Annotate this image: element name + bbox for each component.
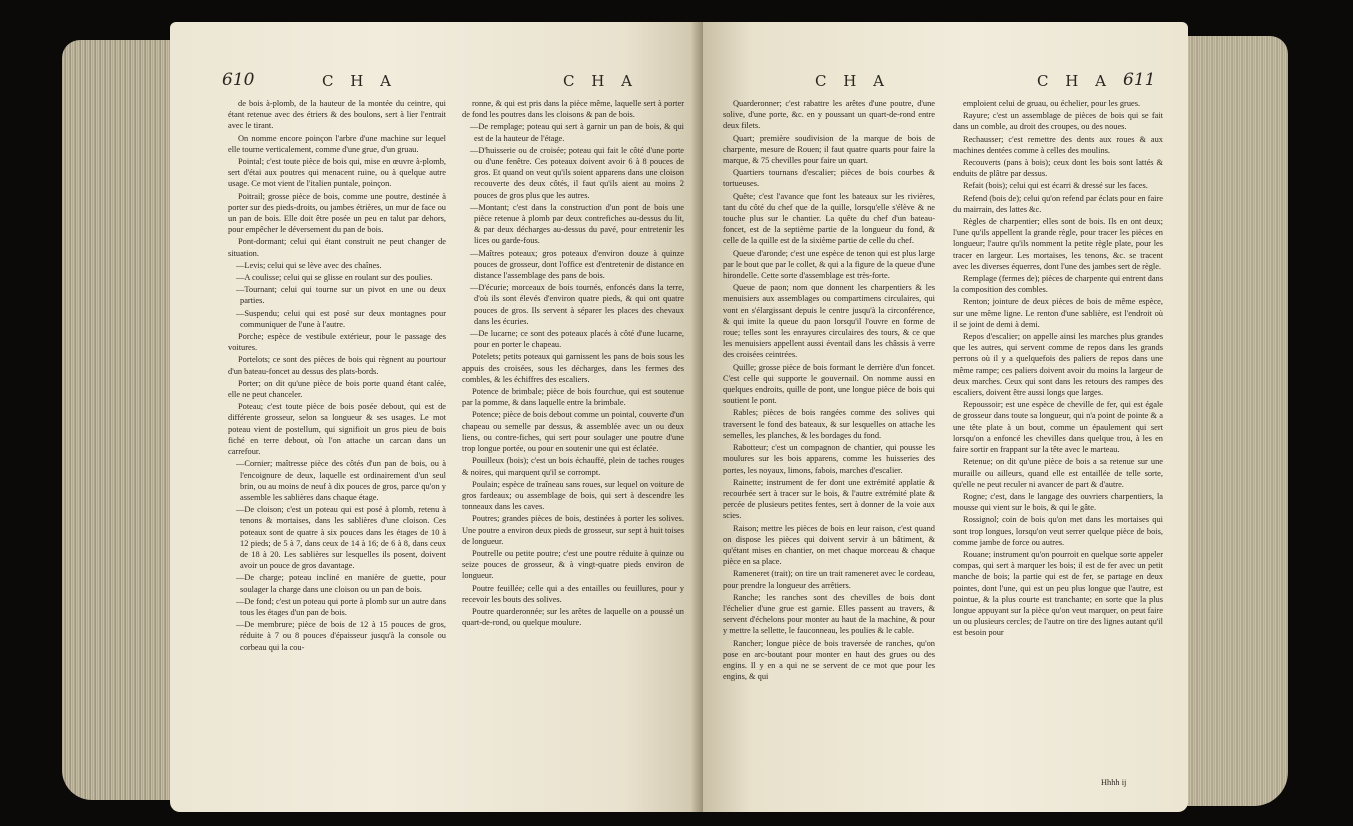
dictionary-entry: Renton; jointure de deux pièces de bois de même espèce, sur une même ligne. Le renton d'une sablière, est l'endroit où il se joint de demi à demi.: [953, 297, 1163, 329]
dictionary-entry: Refend (bois de); celui qu'on refend par éclats pour en faire du mairrain, des lattes &c.: [953, 193, 1163, 214]
page-number-left: 610: [222, 70, 255, 90]
dictionary-entry: —De fond; c'est un poteau qui porte à plomb sur un autre dans tous les étages d'un pan de bois.: [236, 596, 446, 617]
dictionary-entry: Rossignol; coin de bois qu'on met dans les mortaises qui sont trop longues, lorsqu'on veut serrer quelque pièce de bois, comme jambe de force ou autres.: [953, 515, 1163, 547]
dictionary-entry: Règles de charpentier; elles sont de bois. Ils en ont deux; l'une qu'ils appellent la grande règle, pour tracer les pièces en longueur; l'autre qu'ils nomment la petite règle plate, pour les tracer en largeur. Les mortaises, les tenons, &c. se tracent avec les diverses équerres, dont l'une des jambes sert de règle.: [953, 217, 1163, 271]
dictionary-entry: emploient celui de gruau, ou échelier, pour les grues.: [963, 99, 1141, 108]
dictionary-entry: Repos d'escalier; on appelle ainsi les marches plus grandes que les autres, qui servent comme de repos dans les grands perrons où il y a quelquefois des paliers de repos dans une même rampe; ces paliers doivent avoir du moins la largeur de deux marches. Ceux qui sont dans les retours des rampes des escaliers, doivent être aussi longs que larges.: [953, 332, 1163, 398]
dictionary-entry: Quart; première soudivision de la marque de bois de charpente, mesure de Rouen; il faut quatre quarts pour faire la marque, & 75 chevilles pour faire un quart.: [723, 133, 935, 166]
dictionary-entry: Repoussoir; est une espèce de cheville de fer, qui est égale de grosseur dans toute sa longueur, qui n'a point de pointe & a une tête plate à un bout, comme un épaulement qui sert lorsqu'on a enfoncé les chevilles dans quelque trou, à les en faire sortir en frappant sur la tête avec le marteau.: [953, 400, 1163, 455]
running-head-left-col2: C H A: [563, 72, 638, 90]
right-page-column-2: [953, 98, 1163, 640]
dictionary-entry: —De charge; poteau incliné en manière de guette, pour soulager la charge dans une cloison ou un pan de bois.: [236, 573, 446, 594]
left-page-column-2: [462, 98, 684, 629]
dictionary-entry: Remplage (fermes de); pièces de charpente qui entrent dans la composition des combles.: [953, 274, 1163, 295]
dictionary-entry: —D'huisserie ou de croisée; poteau qui fait le côté d'une porte ou d'une fenêtre. Ces poteaux doivent avoir 6 à 8 pouces de gros. Et quand on veut qu'ils soient apparens dans une cloison recouverte des deux côtés, il faut qu'ils aient au moins 2 pouces de gros plus que les autres.: [470, 145, 684, 200]
left-page-column-1: [228, 98, 446, 654]
dictionary-entry: Raison; mettre les pièces de bois en leur raison, c'est quand on dispose les pièces qui doivent servir à un bâtiment, & qu'étant mises en chantier, on met chaque morceau & chaque pièce en sa place.: [723, 523, 935, 567]
right-page: [703, 22, 1188, 812]
dictionary-entry: Pouilleux (bois); c'est un bois échauffé, plein de taches rouges & noires, qui marquent qu'il se corrompt.: [462, 456, 684, 477]
dictionary-entry: Porter; on dit qu'une pièce de bois porte quand étant calée, elle ne peut chanceler.: [228, 378, 446, 400]
dictionary-entry: Pont-dormant; celui qui étant construit ne peut changer de situation.: [228, 237, 446, 258]
page-number-right: 611: [1123, 70, 1156, 90]
dictionary-entry: —Cornier; maîtresse pièce des côtés d'un pan de bois, ou à l'encoignure de deux, laquelle est ordinairement d'un seul brin, ou au moins de neuf à dix pouces de gros, parce qu'on y assemble les sablières dans chaque étage.: [236, 459, 446, 502]
dictionary-entry: Rechausser; c'est remettre des dents aux roues & aux machines dentées comme à celles des moulins.: [953, 134, 1163, 155]
dictionary-entry: Portelots; ce sont des pièces de bois qui règnent au pourtour d'un bateau-foncet au dessus des plats-bords.: [228, 355, 446, 376]
dictionary-entry: Potelets; petits poteaux qui garnissent les pans de bois sous les appuis des croisées, sous les décharges, dans les fermes des combles, & les échiffres des escaliers.: [462, 352, 684, 384]
dictionary-entry: Rancher; longue pièce de bois traversée de ranches, qu'on pose en arc-boutant pour monter en haut des grues ou des engins. Il y en a qui ne se servent de ce mot que pour les engins, & qui: [723, 638, 935, 682]
dictionary-entry: —De remplage; poteau qui sert à garnir un pan de bois, & qui est de la hauteur de l'étage.: [470, 122, 684, 143]
dictionary-entry: Recouverts (pans à bois); ceux dont les bois sont lattés & enduits de plâtre par dessus.: [953, 158, 1163, 179]
book-page-edges-left: [62, 40, 182, 800]
dictionary-entry: —Maîtres poteaux; gros poteaux d'environ douze à quinze pouces de grosseur, dont l'office est d'entretenir de distance en distance l'assemblage des pans de bois.: [470, 248, 684, 281]
dictionary-entry: Ranche; les ranches sont des chevilles de bois dont l'échelier d'une grue est garnie. Elles passent au travers, & servent d'échelons pour monter au haut de la machine, & pour y mettre la sellette, le fauconneau, les poulies & le cable.: [723, 592, 935, 636]
dictionary-entry: Porche; espèce de vestibule extérieur, pour le passage des voitures.: [228, 332, 446, 353]
dictionary-entry: ronne, & qui est pris dans la pièce même, laquelle sert à porter de fond les poutres dans les cloisons & pan de bois.: [462, 99, 684, 120]
dictionary-entry: Rogne; c'est, dans le langage des ouvriers charpentiers, la mousse qui vient sur le bois, & qui le gâte.: [953, 491, 1163, 513]
book-page-edges-right: [1180, 36, 1288, 806]
dictionary-entry: Rouane; instrument qu'on pourroit en quelque sorte appeler compas, qui sert à marquer les bois; il est de fer avec un petit manche de bois; la partie qui est de fer, se partage en deux pointes, dont l'une, qui est un peu plus longue que l'autre, est pointue, & la plus courte est tranchante; en sorte que la plus longue appuyant sur la pièce qu'on veut marquer, on peut faire un ou plusieurs cercles; de l'autre on tire des lignes autant qu'il est besoin pour: [953, 549, 1163, 638]
running-head-right-col1: C H A: [815, 72, 890, 90]
dictionary-entry: —D'écurie; morceaux de bois tournés, enfoncés dans la terre, d'où ils sont élevés d'environ quatre pieds, & qui ont quatre pouces de gros. Ils servent à séparer les places des chevaux dans les écuries.: [470, 283, 684, 326]
dictionary-entry: de bois à-plomb, de la hauteur de la montée du ceintre, qui étant retenue avec des étriers & des boulons, sert à lier l'entrait avec le tirant.: [228, 99, 446, 131]
dictionary-entry: —De cloison; c'est un poteau qui est posé à plomb, retenu à tenons & mortaises, dans les sablières d'une cloison. Ces poteaux sont de quatre à six pouces dans les étages de 10 à 12 pieds; de 5 à 7, dans ceux de 14 à 16; de 6 à 8, dans ceux de 18 à 20. Les sablières sur lesquelles ils posent, doivent avoir un pouce de gros davantage.: [236, 505, 446, 571]
dictionary-entry: —A coulisse; celui qui se glisse en roulant sur des poulies.: [236, 273, 433, 283]
dictionary-entry: Poutre feuillée; celle qui a des entailles ou feuillures, pour y recevoir les bouts des solives.: [462, 583, 684, 604]
dictionary-entry: Potence; pièce de bois debout comme un pointal, couverte d'un chapeau ou semelle par dessus, & assemblée avec un ou deux liens, ou contre-fiches, qui sert pour soulager une poutre d'une trop longue portée, ou pour en soutenir une qui est éclatée.: [462, 410, 684, 454]
dictionary-entry: Poutrelle ou petite poutre; c'est une poutre réduite à quinze ou seize pouces de grosseur, & à vingt-quatre pieds environ de longueur.: [462, 548, 684, 581]
dictionary-entry: Quête; c'est l'avance que font les bateaux sur les rivières, tant du côté du chef que de la quille, lorsqu'elle s'élève & ne touche plus sur le chantier. La quête du chef d'un bateau-foncet, est de la septième partie de la longueur du fond, & celle de la quille est de la sixième partie de celle du chef.: [723, 191, 935, 246]
dictionary-entry: Poteau; c'est toute pièce de bois posée debout, qui est de différente grosseur, selon sa longueur & ses usages. Le mot poteau vient de postellum, qui signifioit un gros pieu de bois fiché en terre debout, où l'on attache un carcan dans un carrefour.: [228, 402, 446, 457]
dictionary-entry: Rables; pièces de bois rangées comme des solives qui traversent le fond des bateaux, & sur lesquelles on attache les semelles, les planches, & les bordages du fond.: [723, 408, 935, 440]
dictionary-entry: —Suspendu; celui qui est posé sur deux montagnes pour communiquer de l'une à l'autre.: [236, 308, 446, 329]
dictionary-entry: Poitrail; grosse pièce de bois, comme une poutre, destinée à porter sur des pieds-droits, ou jambes étrières, un mur de face ou un pan de bois. Elle doit être posée un peu en talut par dehors, pour empêcher le déversement du pan de bois.: [228, 191, 446, 235]
dictionary-entry: —De lucarne; ce sont des poteaux placés à côté d'une lucarne, pour en porter le chapeau.: [470, 329, 684, 350]
running-head-left-col1: C H A: [322, 72, 397, 90]
dictionary-entry: —Levis; celui qui se lève avec des chaînes.: [236, 260, 382, 270]
dictionary-entry: Queue de paon; nom que donnent les charpentiers & les menuisiers aux assemblages ou compartimens circulaires, qui vont en s'élargissant depuis le centre jusqu'à la circonférence, & qui imite la queue du paon lorsqu'il l'ouvre en forme de roue; telles sont les enrayures circulaires des tours, & ce que les menuisiers appellent aussi éventail dans les châssis à verre des croisées ceintrées.: [723, 283, 935, 360]
left-page: [170, 22, 703, 812]
dictionary-entry: On nomme encore poinçon l'arbre d'une machine sur lequel elle tourne verticalement, comme d'une grue, d'un gruau.: [228, 133, 446, 154]
dictionary-entry: Rainette; instrument de fer dont une extrémité applatie & recourbée sert à tracer sur le bois, & l'autre extrémité plate & percée de plusieurs petites fentes, sert à donner de la voie aux scies.: [723, 477, 935, 521]
dictionary-entry: Poutres; grandes pièces de bois, destinées à porter les solives. Une poutre a environ deux pieds de grosseur, sur sept à huit toises de longueur.: [462, 514, 684, 546]
dictionary-entry: Quille; grosse pièce de bois formant le derrière d'un foncet. C'est celle qui supporte le gouvernail. On nomme aussi en quelques endroits, quille de pont, une longue pièce de bois qui soutient le pont.: [723, 362, 935, 406]
dictionary-entry: Rayure; c'est un assemblage de pièces de bois qui se fait dans un comble, au droit des croupes, ou des noues.: [953, 111, 1163, 132]
dictionary-entry: Retenue; on dit qu'une pièce de bois a sa retenue sur une muraille ou ailleurs, quand elle est entaillée de telle sorte, qu'elle ne peut reculer ni avancer de part & d'autre.: [953, 457, 1163, 489]
dictionary-entry: Rabotteur; c'est un compagnon de chantier, qui pousse les moulures sur les bois apparens, comme les huisseries des portes, les noyaux, limons, fabois, marches d'escalier.: [723, 443, 935, 475]
dictionary-entry: Quarderonner; c'est rabattre les arêtes d'une poutre, d'une solive, d'une porte, &c. en y poussant un quart-de-rond entre deux filets.: [723, 99, 935, 131]
dictionary-entry: Pointal; c'est toute pièce de bois qui, mise en œuvre à-plomb, sert d'étai aux poutres qui menacent ruine, ou à quelque autre usage. Ce mot vient de l'italien puntale, poinçon.: [228, 157, 446, 189]
dictionary-entry: —De membrure; pièce de bois de 12 à 15 pouces de gros, réduite à 7 ou 8 pouces d'épaisseur jusqu'à la console ou corbeau qui la cou-: [236, 620, 446, 652]
dictionary-entry: Poutre quarderonnée; sur les arêtes de laquelle on a poussé un quart-de-rond, ou quelque moulure.: [462, 606, 684, 628]
dictionary-entry: Quartiers tournans d'escalier; pièces de bois courbes & tortueuses.: [723, 168, 935, 189]
right-page-column-1: [723, 98, 935, 683]
dictionary-entry: —Tournant; celui qui tourne sur un pivot en une ou deux parties.: [236, 285, 446, 306]
dictionary-entry: Refait (bois); celui qui est écarri & dressé sur les faces.: [963, 181, 1148, 191]
dictionary-entry: Queue d'aronde; c'est une espèce de tenon qui est plus large par le bout que par le collet, & qui a la figure de la queue d'une hirondelle. Cette sorte d'assemblage est très-forte.: [723, 248, 935, 281]
dictionary-entry: Potence de brimbale; pièce de bois fourchue, qui est soutenue par la pomme, & dans laquelle entre la brimbale.: [462, 387, 684, 408]
running-head-right-col2: C H A: [1037, 72, 1112, 90]
dictionary-entry: Poulain; espèce de traîneau sans roues, sur lequel on voiture de gros fardeaux; ou assemblage de bois, qui sert à descendre les tonneaux dans les caves.: [462, 479, 684, 512]
dictionary-entry: —Montant; c'est dans la construction d'un pont de bois une pièce retenue à plomb par deux contrefiches au-dessus du lit, & par deux décharges au-dessus du pavé, pour entretenir les lices ou garde-fous.: [470, 202, 684, 246]
signature-mark: Hhhh ij: [1101, 778, 1127, 787]
dictionary-entry: Rameneret (trait); on tire un trait rameneret avec le cordeau, pour prendre la longueur des arrêtiers.: [723, 569, 935, 590]
